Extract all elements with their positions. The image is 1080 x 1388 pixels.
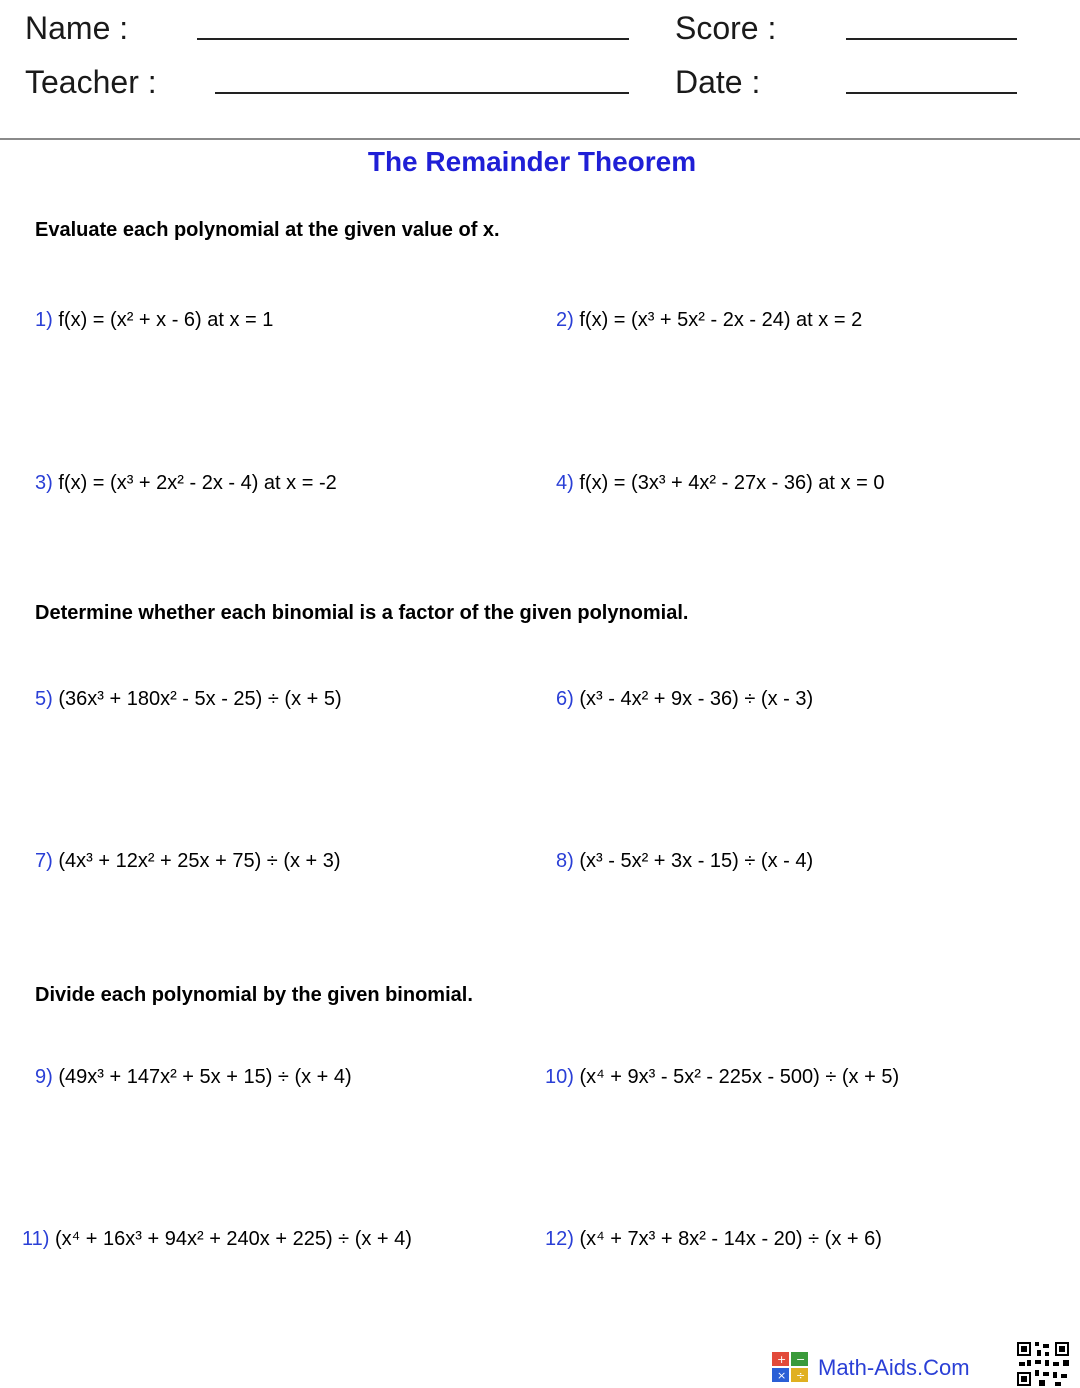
section-instruction: Determine whether each binomial is a factor of the given polynomial. [35, 602, 689, 624]
svg-text:−: − [796, 1353, 806, 1366]
problem-number: 8) [556, 850, 574, 872]
qr-code-icon [1015, 1340, 1071, 1388]
problem-expression: (x⁴ + 9x³ - 5x² - 225x - 500) ÷ (x + 5) [579, 1066, 900, 1088]
problem-expression: (x⁴ + 7x³ + 8x² - 14x - 20) ÷ (x + 6) [579, 1228, 882, 1250]
date-field[interactable] [846, 92, 1017, 94]
problem [35, 1066, 352, 1089]
header-divider [0, 138, 1080, 140]
problem-number: 2) [556, 309, 574, 331]
problem [545, 1228, 882, 1251]
problem-expression: (x⁴ + 16x³ + 94x² + 240x + 225) ÷ (x + 4) [54, 1228, 412, 1250]
svg-text:+: + [777, 1353, 787, 1366]
problem-number: 3) [35, 472, 53, 494]
svg-text:÷: ÷ [796, 1369, 806, 1382]
problem-expression: (4x³ + 12x² + 25x + 75) ÷ (x + 3) [58, 850, 341, 872]
problem-expression: (x³ - 4x² + 9x - 36) ÷ (x - 3) [579, 688, 814, 710]
problem [35, 472, 337, 495]
problem-number: 10) [545, 1066, 574, 1088]
page-title: The Remainder Theorem [367, 146, 697, 177]
score-field[interactable] [846, 38, 1017, 40]
problem-number: 12) [545, 1228, 574, 1250]
svg-text:×: × [777, 1369, 787, 1382]
problem-expression: f(x) = (x³ + 5x² - 2x - 24) at x = 2 [579, 309, 863, 331]
problem-expression: (49x³ + 147x² + 5x + 15) ÷ (x + 4) [58, 1066, 352, 1088]
date-label: Date : [675, 64, 761, 100]
problem [35, 850, 341, 873]
problem-expression: f(x) = (x² + x - 6) at x = 1 [58, 309, 274, 331]
section-instruction: Divide each polynomial by the given binomial. [35, 984, 473, 1006]
problem [545, 1066, 899, 1089]
math-aids-logo-icon [772, 1352, 808, 1382]
problem-number: 5) [35, 688, 53, 710]
problem [556, 688, 813, 711]
problem-number: 7) [35, 850, 53, 872]
problem-expression: (x³ - 5x² + 3x - 15) ÷ (x - 4) [579, 850, 814, 872]
problem-expression: f(x) = (x³ + 2x² - 2x - 4) at x = -2 [58, 472, 337, 494]
footer-site-link[interactable]: Math-Aids.Com [818, 1355, 970, 1380]
score-label: Score : [675, 10, 777, 46]
problem-number: 11) [22, 1228, 50, 1250]
problem [556, 472, 884, 495]
problem [556, 850, 813, 873]
problem [22, 1228, 412, 1251]
problem-number: 1) [35, 309, 53, 331]
teacher-field[interactable] [215, 92, 629, 94]
problem-expression: f(x) = (3x³ + 4x² - 27x - 36) at x = 0 [579, 472, 885, 494]
problem [35, 688, 342, 711]
problem-number: 9) [35, 1066, 53, 1088]
name-label: Name : [25, 10, 129, 46]
section-instruction: Evaluate each polynomial at the given value of x. [35, 219, 500, 241]
problem [556, 309, 862, 332]
problem [35, 309, 273, 332]
name-field[interactable] [197, 38, 629, 40]
problem-number: 6) [556, 688, 574, 710]
problem-number: 4) [556, 472, 574, 494]
problem-expression: (36x³ + 180x² - 5x - 25) ÷ (x + 5) [58, 688, 342, 710]
teacher-label: Teacher : [25, 64, 157, 100]
